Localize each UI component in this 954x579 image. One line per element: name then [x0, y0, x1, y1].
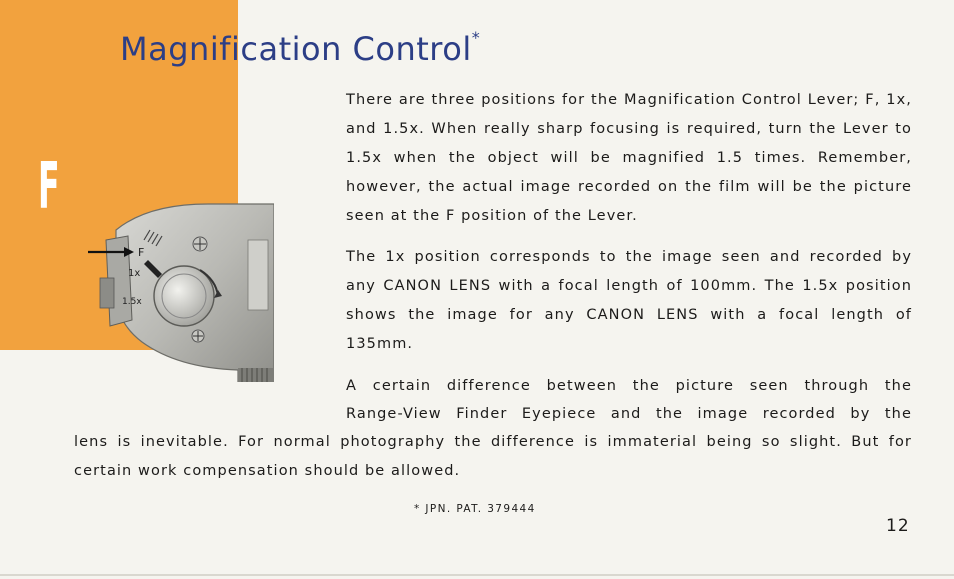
- lever-label-1-5x: 1.5x: [122, 297, 142, 307]
- lever-label-f: F: [138, 246, 145, 259]
- lever-label-1x: 1x: [128, 268, 141, 279]
- paragraph-3-line-1: A certain difference between the picture seen through the: [346, 378, 912, 394]
- camera-lever-illustration: [88, 200, 274, 382]
- paragraph-3-line-2: Range-View Finder Eyepiece and the image recorded by the: [346, 406, 912, 422]
- paragraph-1: There are three positions for the Magnification Control Lever; F, 1x, and 1.5x. When really sharp focusing is required, turn the Lever to 1.5x when the object will be magnified 1.5 times. Remember, however, the actual image recorded on the film will be the picture seen at the F position of the Lever.: [346, 92, 912, 224]
- page-title-text: Magnification Control: [120, 30, 472, 68]
- paragraph-3-upper: [346, 372, 912, 428]
- page-title: [120, 30, 480, 68]
- paragraph-2: The 1x position corresponds to the image seen and recorded by any CANON LENS with a focal length of 100mm. The 1.5x position shows the image for any CANON LENS with a focal length of 135mm.: [346, 249, 912, 352]
- section-letter: F: [38, 150, 60, 224]
- patent-footnote: * JPN. PAT. 379444: [414, 503, 536, 515]
- page-edge: [0, 574, 954, 576]
- paragraph-3-lower: lens is inevitable. For normal photography the difference is immaterial being so slight. But for certain work compensation should be allowed.: [74, 434, 912, 479]
- title-footnote-mark: *: [471, 28, 481, 47]
- page-number: 12: [886, 516, 910, 536]
